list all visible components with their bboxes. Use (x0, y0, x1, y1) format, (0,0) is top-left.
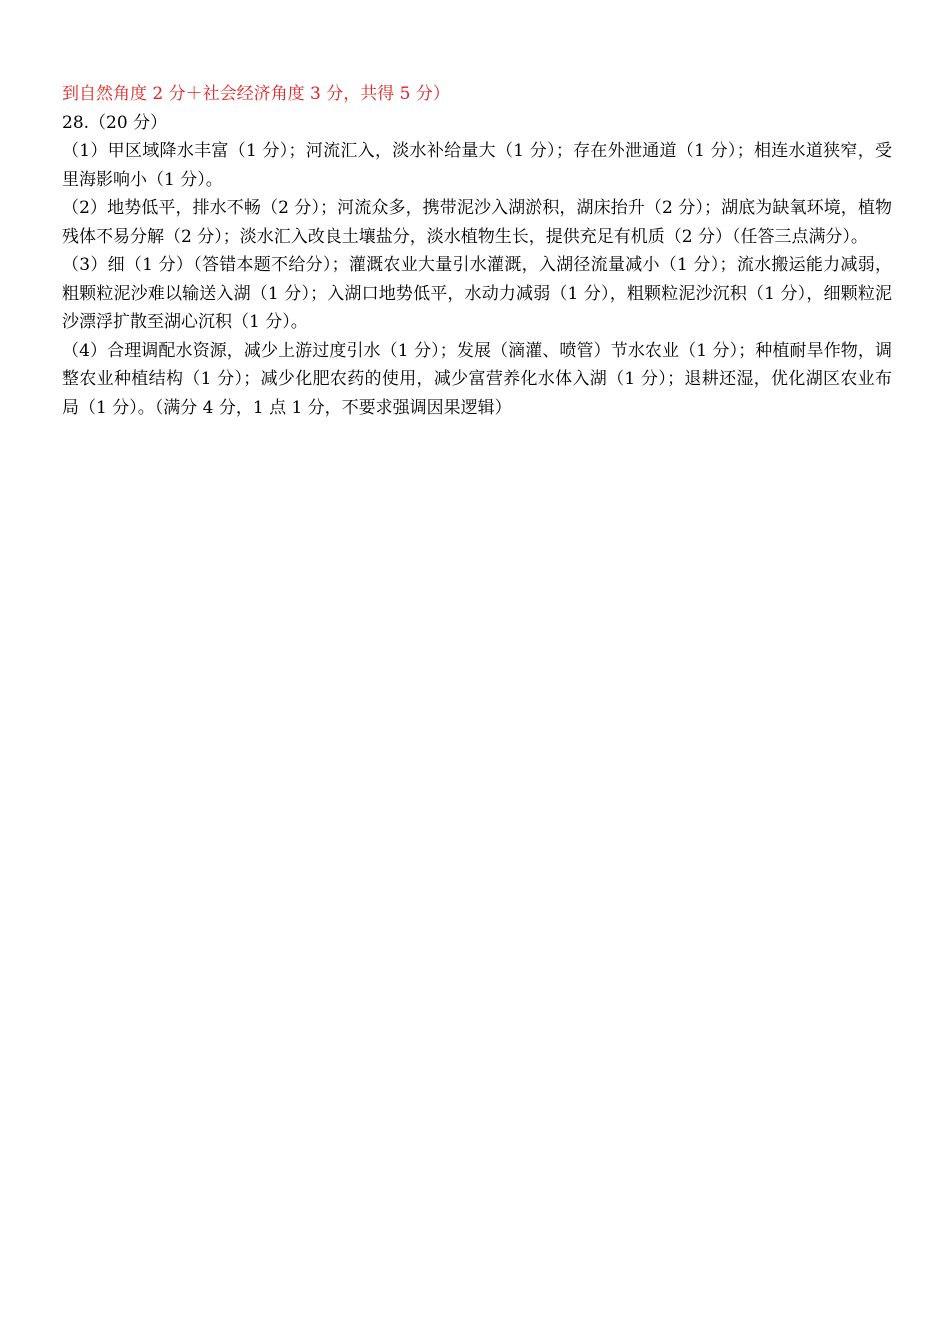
answer-document (62, 80, 892, 422)
carryover-line: 到自然角度 2 分＋社会经济角度 3 分，共得 5 分） (62, 84, 450, 104)
answer-part-3: （3）细（1 分）（答错本题不给分）；灌溉农业大量引水灌溉，入湖径流量减小（1 分）；流水搬运能力减弱，粗颗粒泥沙难以输送入湖（1 分）；入湖口地势低平，水动力减弱（1 分），粗颗粒泥沙沉积（1 分），细颗粒泥沙漂浮扩散至湖心沉积（1 分）。 (62, 255, 892, 332)
answer-part-4: （4）合理调配水资源，减少上游过度引水（1 分）；发展（滴灌、喷管）节水农业（1 分）；种植耐旱作物，调整农业种植结构（1 分）；减少化肥农药的使用，减少富营养化水体入湖（1 分）；退耕还湿，优化湖区农业布局（1 分）。（满分 4 分，1 点 1 分，不要求强调因果逻辑） (62, 340, 892, 418)
question-header: 28.（20 分） (62, 112, 168, 133)
answer-part-1: （1）甲区域降水丰富（1 分）；河流汇入，淡水补给量大（1 分）；存在外泄通道（1 分）；相连水道狭窄，受里海影响小（1 分）。 (62, 141, 892, 190)
answer-part-2: （2）地势低平，排水不畅（2 分）；河流众多，携带泥沙入湖淤积，湖床抬升（2 分）；湖底为缺氧环境，植物残体不易分解（2 分）；淡水汇入改良土壤盐分，淡水植物生长，提供充足有机质（2 分）（任答三点满分）。 (62, 198, 892, 247)
